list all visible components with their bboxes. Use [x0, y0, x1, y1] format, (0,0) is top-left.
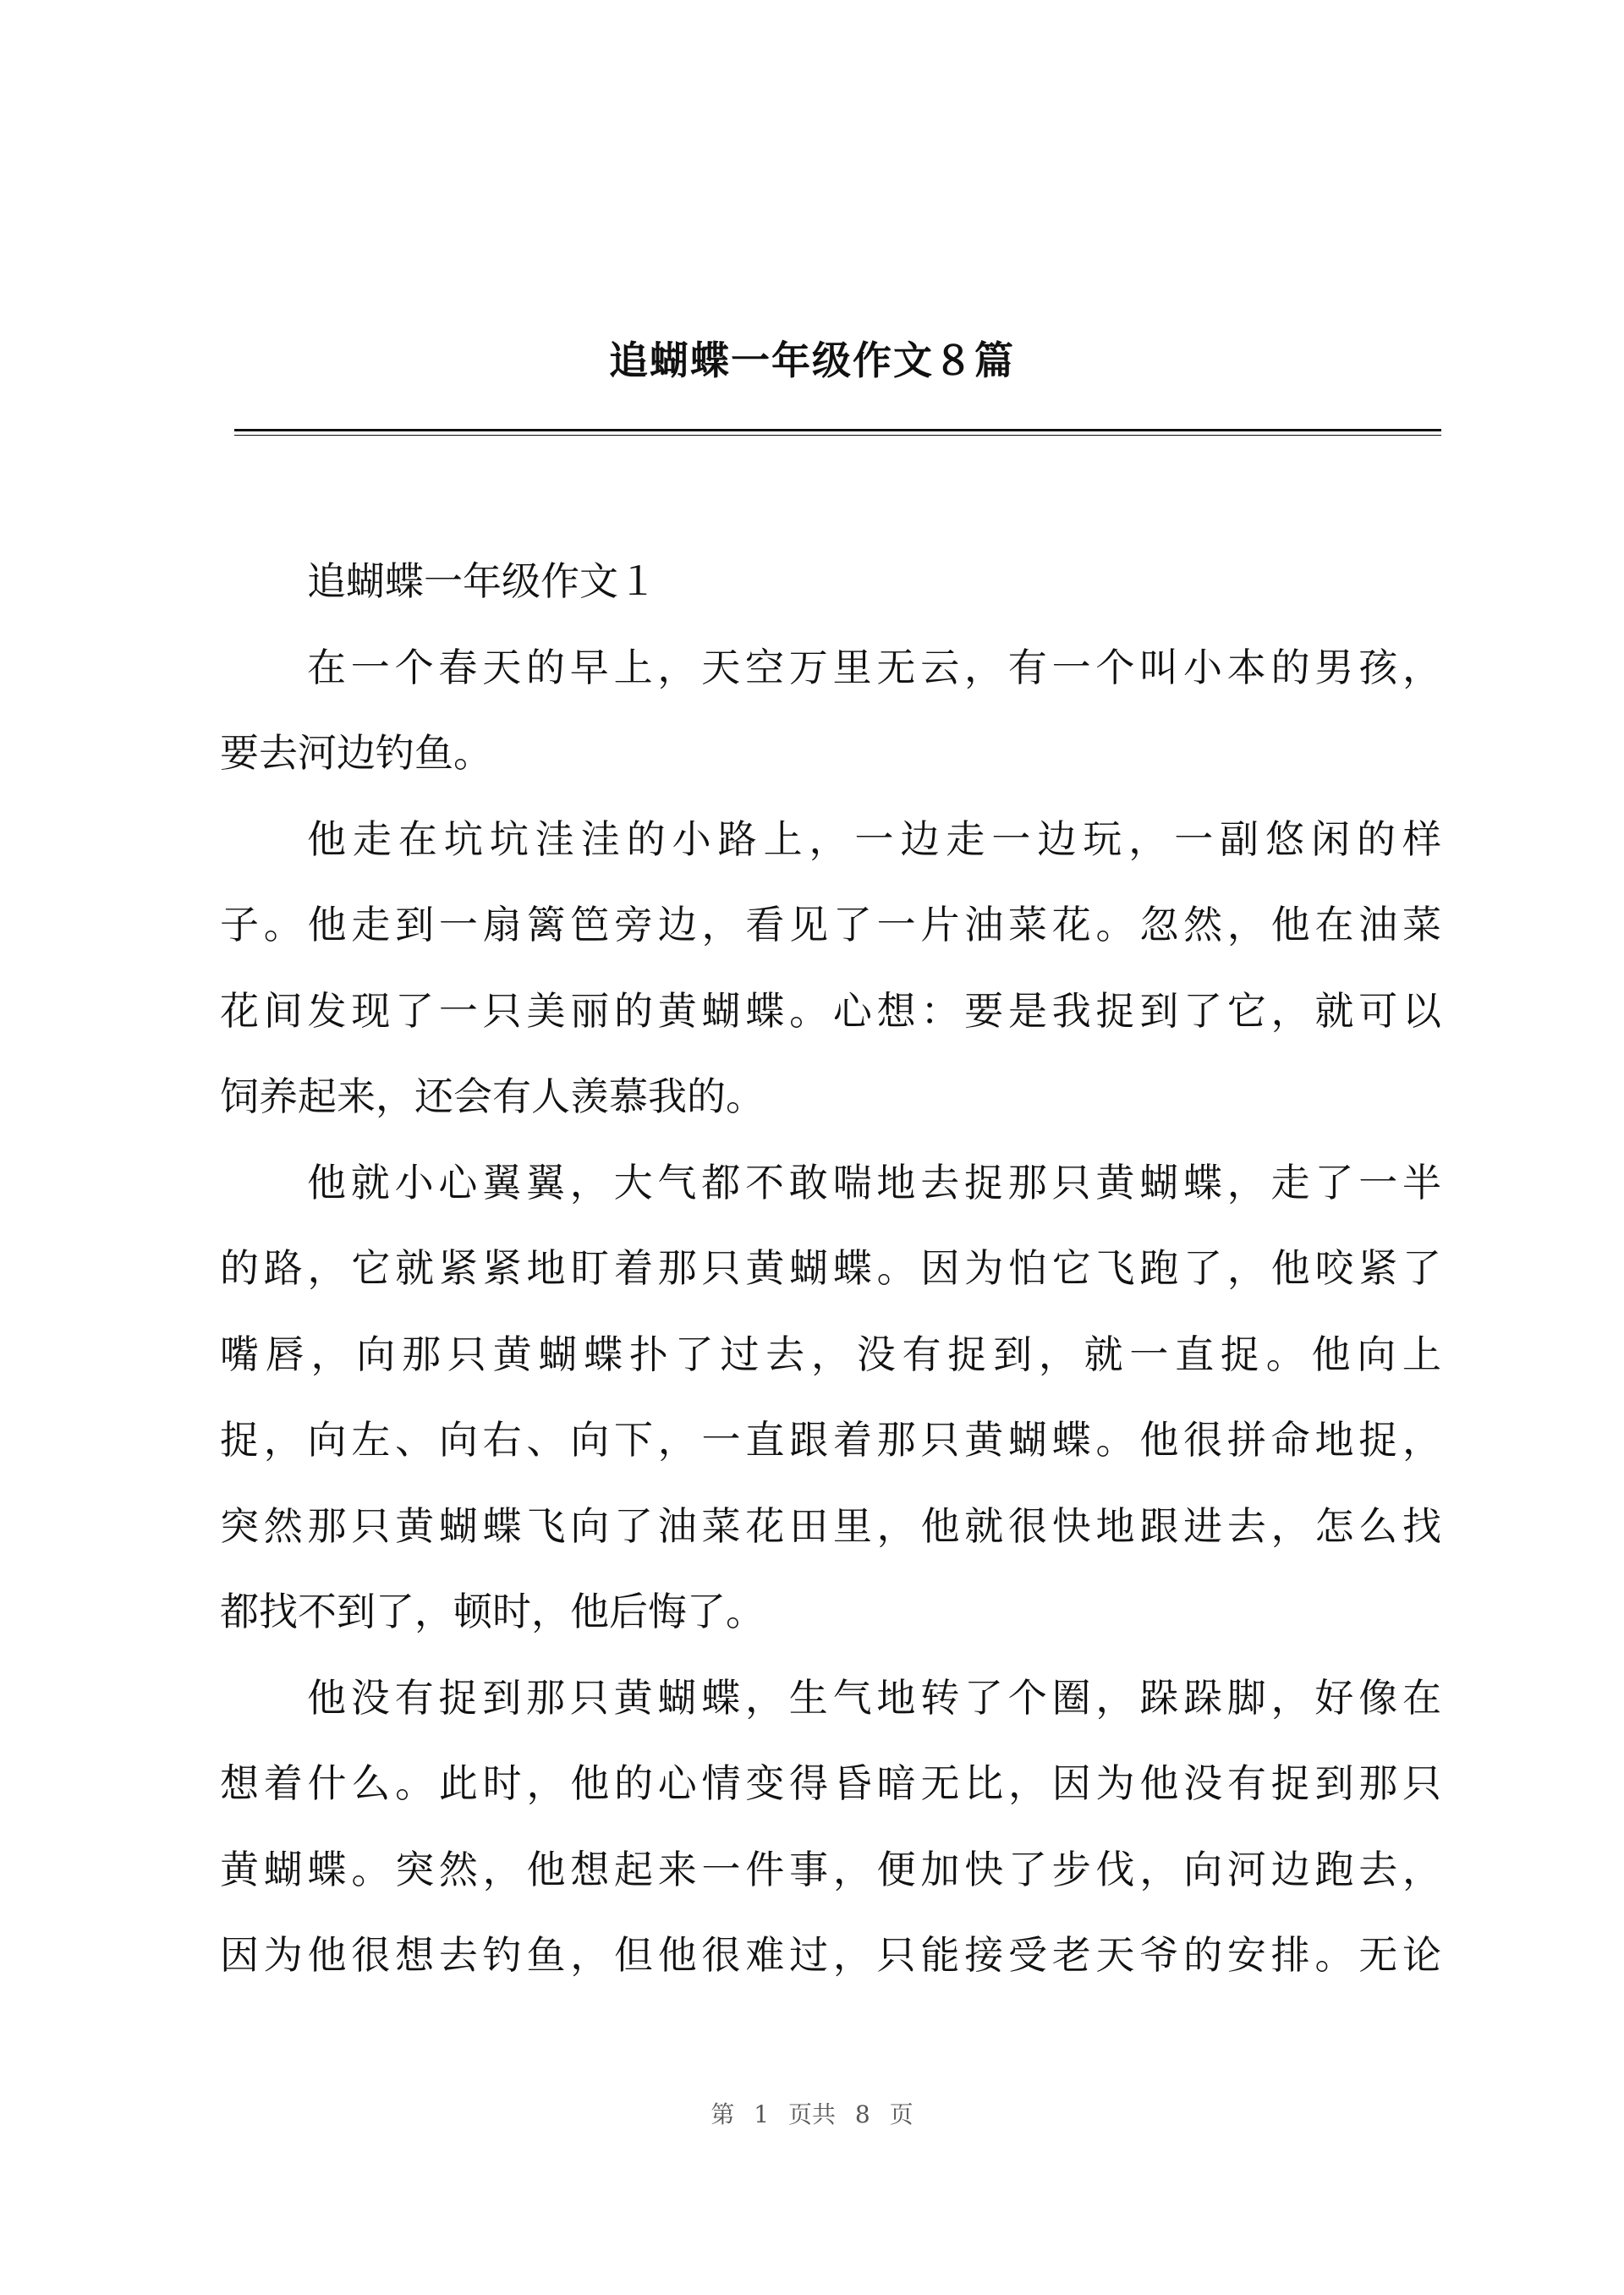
paragraph — [220, 1156, 1441, 1671]
document-title: 追蝴蝶一年级作文８篇 — [609, 338, 1015, 383]
text-line: 捉，向左、向右、向下，一直跟着那只黄蝴蝶。他很拼命地捉， — [220, 1417, 1441, 1463]
text-line: 黄蝴蝶。突然，他想起来一件事，便加快了步伐，向河边跑去， — [220, 1846, 1441, 1892]
text-line: 子。他走到一扇篱笆旁边，看见了一片油菜花。忽然，他在油菜 — [220, 902, 1441, 947]
text-line: 想着什么。此时，他的心情变得昏暗无比，因为他没有捉到那只 — [220, 1760, 1441, 1806]
text-line: 在一个春天的早上，天空万里无云，有一个叫小本的男孩， — [307, 644, 1441, 690]
page-footer: 第 1 页共 8 页 — [710, 2100, 914, 2128]
text-line: 因为他很想去钓鱼，但他很难过，只能接受老天爷的安排。无论 — [220, 1932, 1441, 1978]
document-body — [220, 554, 1441, 2014]
text-line: 花间发现了一只美丽的黄蝴蝶。心想：要是我捉到了它，就可以 — [220, 987, 1441, 1034]
text-line: 嘴唇，向那只黄蝴蝶扑了过去，没有捉到，就一直捉。他向上 — [220, 1331, 1441, 1377]
text-line: 突然那只黄蝴蝶飞向了油菜花田里，他就很快地跟进去，怎么找 — [220, 1502, 1441, 1549]
section-heading — [220, 554, 1441, 640]
text-line: 他就小心翼翼，大气都不敢喘地去捉那只黄蝴蝶，走了一半 — [307, 1159, 1441, 1205]
text-line: 他没有捉到那只黄蝴蝶，生气地转了个圈，跺跺脚，好像在 — [307, 1674, 1441, 1721]
text-line: 的路，它就紧紧地盯着那只黄蝴蝶。因为怕它飞跑了，他咬紧了 — [220, 1245, 1441, 1291]
text-line: 追蝴蝶一年级作文１ — [307, 558, 657, 604]
paragraph — [220, 640, 1441, 812]
text-line: 都找不到了，顿时，他后悔了。 — [220, 1589, 765, 1634]
text-line: 要去河边钓鱼。 — [220, 730, 492, 776]
text-line: 饲养起来，还会有人羡慕我的。 — [220, 1073, 765, 1119]
paragraph — [220, 1671, 1441, 2014]
paragraph — [220, 812, 1441, 1156]
text-line: 他走在坑坑洼洼的小路上，一边走一边玩，一副悠闲的样 — [307, 815, 1441, 862]
title-divider-thin — [234, 435, 1441, 436]
title-divider-thick — [234, 429, 1441, 431]
